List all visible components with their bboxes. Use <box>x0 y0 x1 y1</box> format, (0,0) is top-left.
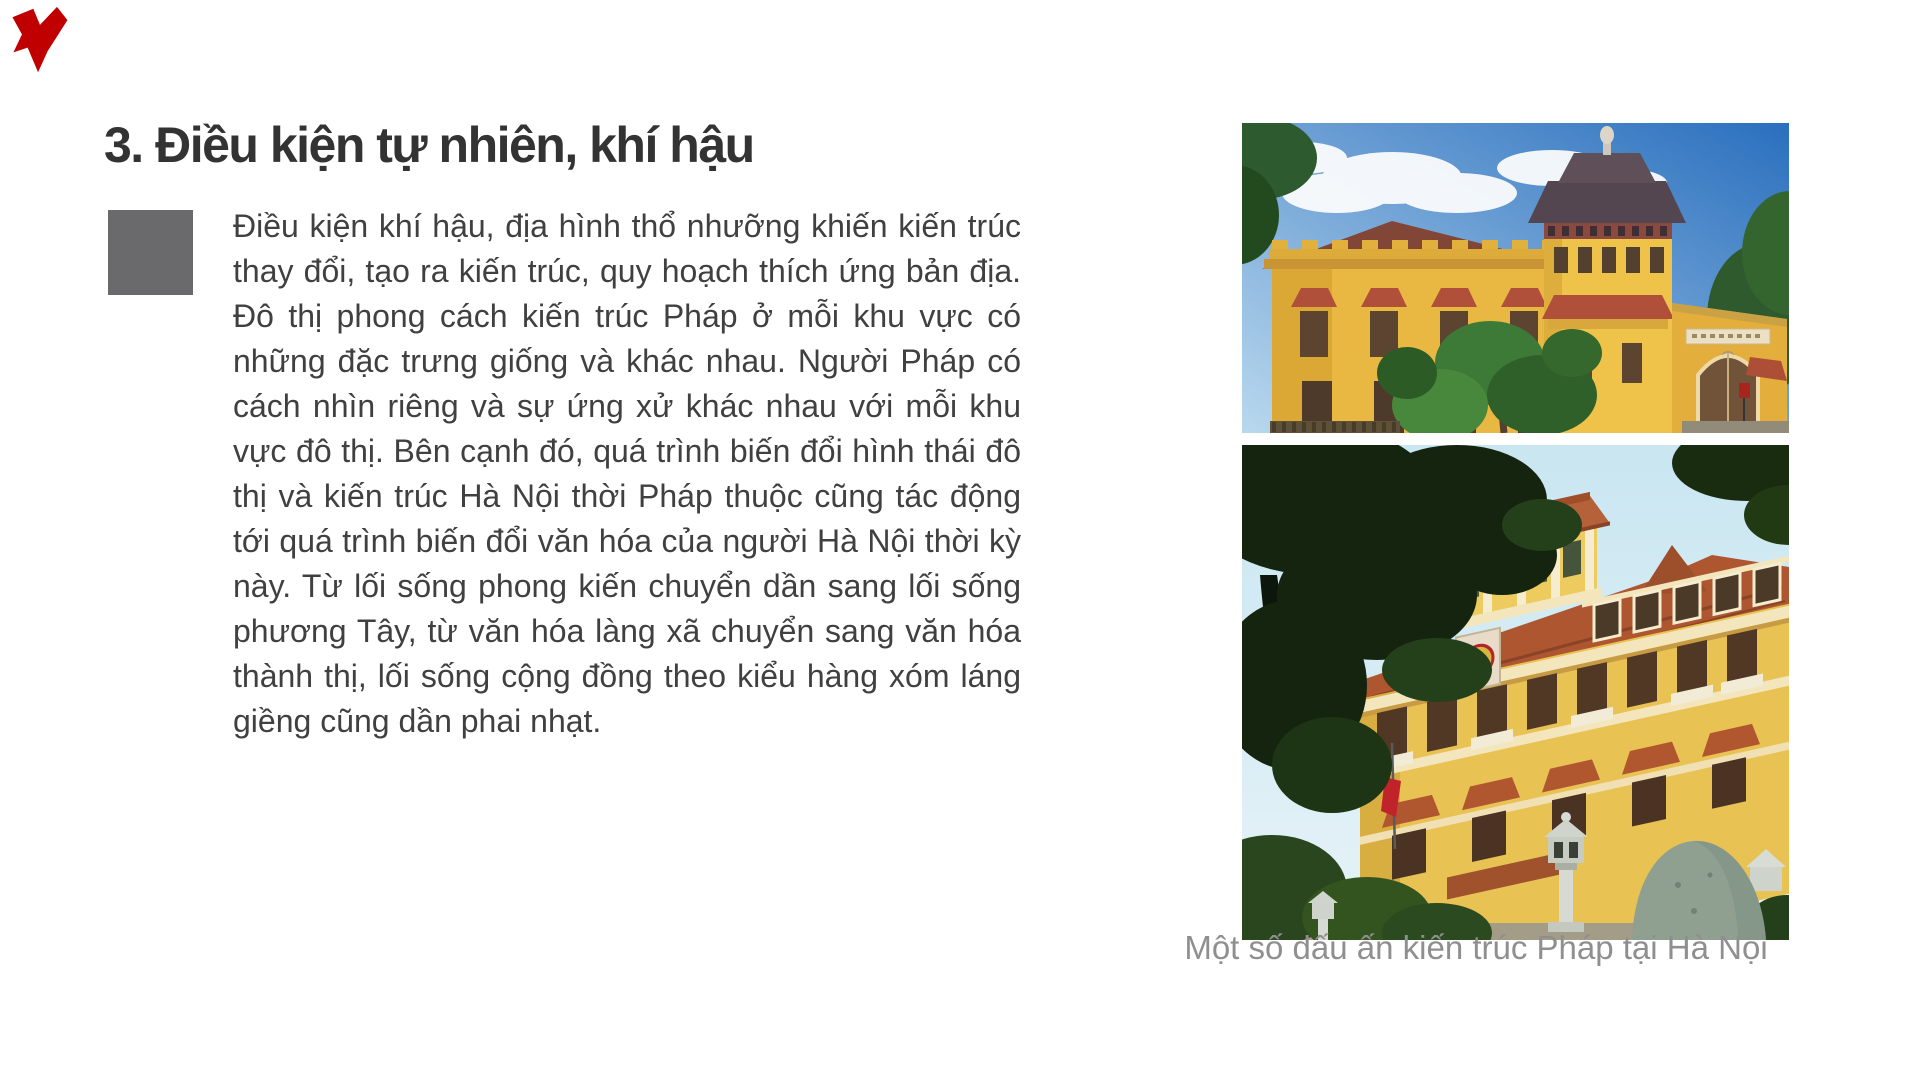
bullet-square <box>108 210 193 295</box>
slide-title: 3. Điều kiện tự nhiên, khí hậu <box>104 117 754 173</box>
entrance <box>1672 303 1787 433</box>
body-paragraph: Điều kiện khí hậu, địa hình thổ nhưỡng khiến kiến trúc thay đổi, tạo ra kiến trúc, quy hoạch thích ứng bản địa. Đô thị phong cách kiến trúc Pháp ở mỗi khu vực có những đặc trưng giống và khác nhau. Người Pháp có cách nhìn riêng và sự ứng xử khác nhau với mỗi khu vực đô thị. Bên cạnh đó, quá trình biến đổi hình thái đô thị và kiến trúc Hà Nội thời Pháp thuộc cũng tác động tới quá trình biến đổi văn hóa của người Hà Nội thời kỳ này. Từ lối sống phong kiến chuyển dần sang lối sống phương Tây, từ văn hóa làng xã chuyển sang văn hóa thành thị, lối sống cộng đồng theo kiểu hàng xóm láng giềng cũng dần phai nhạt. <box>233 208 1021 739</box>
photo-top <box>1242 123 1789 433</box>
photo-caption: Một số dấu ấn kiến trúc Pháp tại Hà Nội <box>1184 929 1768 966</box>
corner-accent-icon <box>8 4 70 76</box>
photo-bottom-illustration <box>1242 445 1789 940</box>
photo-top-illustration <box>1242 123 1789 433</box>
photo-bottom <box>1242 445 1789 940</box>
